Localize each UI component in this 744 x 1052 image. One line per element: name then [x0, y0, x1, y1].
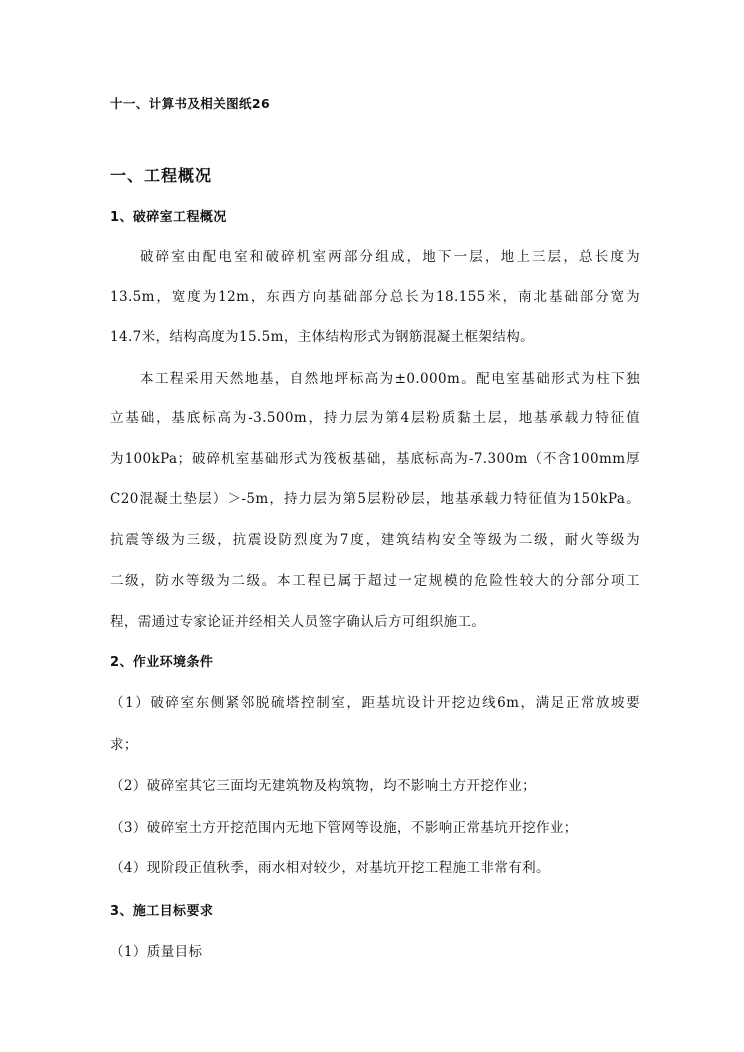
- paragraph-line: C20混凝土垫层）＞-5m，持力层为第5层粉砂层，地基承载力特征值为150kPa。: [110, 491, 640, 507]
- list-item: （4）现阶段正值秋季，雨水相对较少，对基坑开挖工程施工非常有利。: [110, 860, 550, 876]
- paragraph-line: 为100kPa；破碎机室基础形式为筏板基础，基底标高为-7.300m（不含100mm厚: [110, 451, 640, 467]
- paragraph-line: 抗震等级为三级，抗震设防烈度为7度，建筑结构安全等级为二级，耐火等级为: [110, 532, 640, 548]
- list-item: （1）破碎室东侧紧邻脱硫塔控制室，距基坑设计开挖边线6m，满足正常放坡要: [110, 695, 640, 711]
- list-item: 求；: [110, 737, 138, 753]
- paragraph-line: 本工程采用天然地基，自然地坪标高为±0.000m。配电室基础形式为柱下独: [140, 371, 640, 387]
- list-item: （2）破碎室其它三面均无建筑物及构筑物，均不影响土方开挖作业；: [110, 778, 536, 794]
- toc-line: 十一、计算书及相关图纸26: [110, 96, 271, 111]
- paragraph-line: 14.7米，结构高度为15.5m，主体结构形式为钢筋混凝土框架结构。: [110, 329, 535, 345]
- subsection-heading-1: 1、破碎室工程概况: [110, 210, 227, 225]
- subsection-heading-3: 3、施工目标要求: [110, 904, 214, 919]
- paragraph-line: 二级，防水等级为二级。本工程已属于超过一定规模的危险性较大的分部分项工: [110, 573, 640, 589]
- paragraph-line: 破碎室由配电室和破碎机室两部分组成，地下一层，地上三层，总长度为: [140, 249, 640, 265]
- paragraph-line: 13.5m，宽度为12m，东西方向基础部分总长为18.155米，南北基础部分宽为: [110, 289, 640, 305]
- list-item: （3）破碎室土方开挖范围内无地下管网等设施，不影响正常基坑开挖作业；: [110, 820, 578, 836]
- list-item: （1）质量目标: [110, 944, 203, 960]
- paragraph-line: 立基础，基底标高为-3.500m，持力层为第4层粉质黏土层，地基承载力特征值: [110, 410, 640, 426]
- paragraph-line: 程，需通过专家论证并经相关人员签字确认后方可组织施工。: [110, 614, 486, 630]
- section-title: 一、工程概况: [110, 166, 213, 185]
- subsection-heading-2: 2、作业环境条件: [110, 655, 214, 670]
